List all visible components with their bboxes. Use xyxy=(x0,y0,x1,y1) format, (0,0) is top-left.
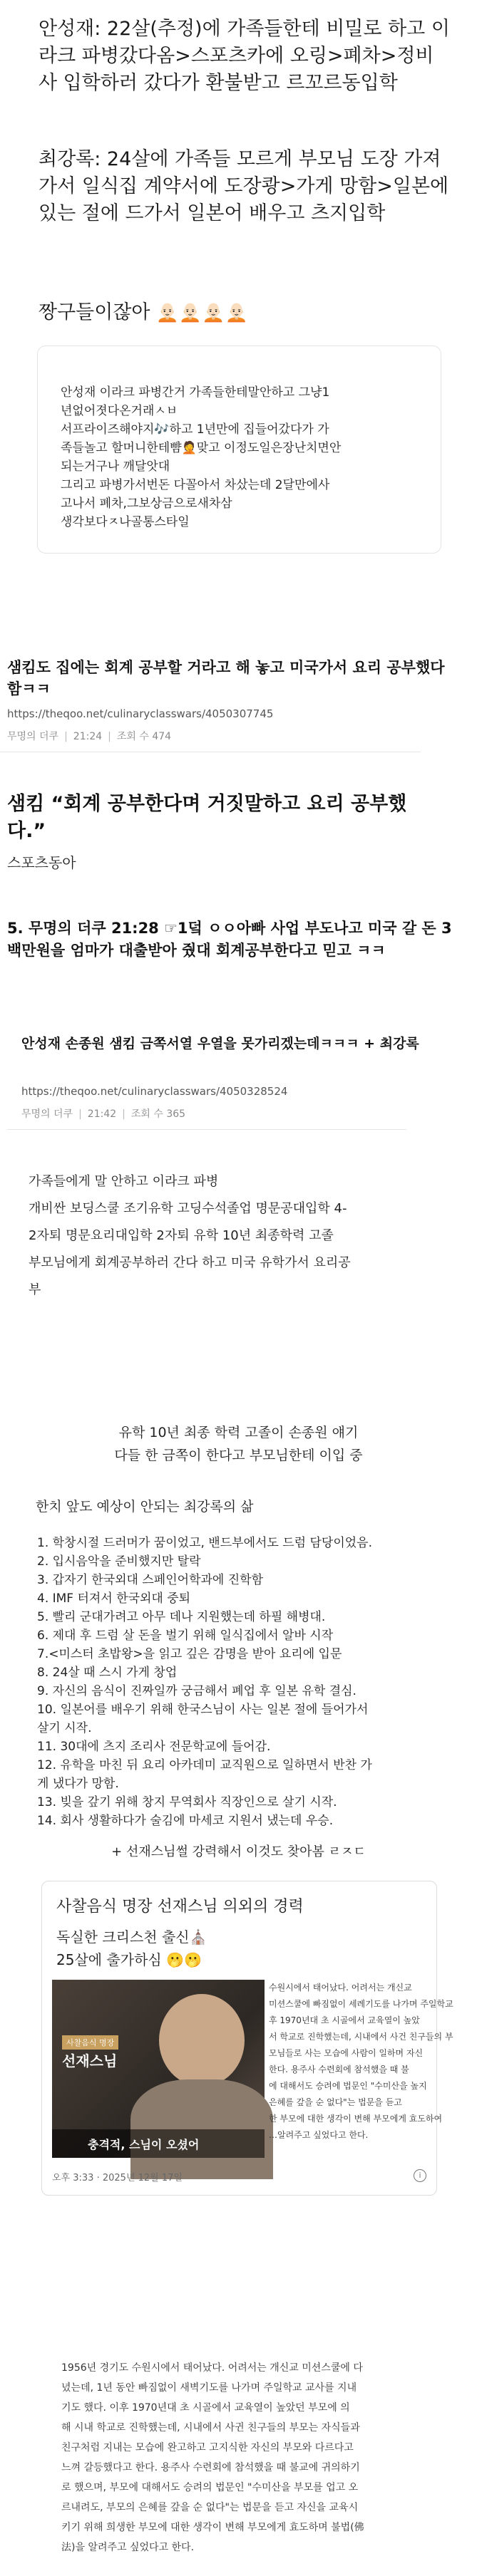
post2-body-line: 부 xyxy=(29,1282,41,1297)
quoted-comment-line: 족들놀고 할머니한테뺨🤦맞고 이정도일은장난치면안 xyxy=(61,441,342,455)
post2-body-line: 부모님에게 회계공부하러 간다 하고 미국 유학가서 요리공 xyxy=(29,1255,351,1270)
post1-url[interactable]: https://theqoo.net/culinaryclasswars/4050307745 xyxy=(7,707,274,720)
post2-body-line: 2자퇴 명문요리대입학 2자퇴 유학 10년 최종학력 고졸 xyxy=(29,1228,334,1243)
kang-title: 한치 앞도 예상이 안되는 최강록의 삶 xyxy=(36,1499,254,1515)
kang-list-item: 8. 24살 때 스시 가게 창업 xyxy=(37,1666,178,1680)
quoted-comment-line: 되는거구나 깨달앗대 xyxy=(61,459,170,474)
kang-list-item: 5. 빨리 군대가려고 아무 데나 지원했는데 하필 해병대. xyxy=(37,1610,326,1624)
post2-views: 조회 수 365 xyxy=(130,1108,186,1120)
post2-url[interactable]: https://theqoo.net/culinaryclasswars/4050328524 xyxy=(21,1085,288,1098)
biography-line: 키기 위해 희생한 부모에 대한 생각이 변해 부모에게 효도하며 불법(佛 xyxy=(61,2522,364,2533)
biography-line: 기도 했다. 이후 1970년대 초 시골에서 교육열이 높았던 부모에 의 xyxy=(61,2402,350,2414)
card-text-line: 에 대해서도 승려에 법문인 "수미산을 높지 xyxy=(269,2081,427,2091)
card-timestamp: 오후 3:33 · 2025년 12월 17일 xyxy=(52,2173,183,2183)
quoted-comment-text xyxy=(61,383,341,531)
kang-list-item: 10. 일본어를 배우기 위해 한국스님이 사는 일본 절에 들어가서 xyxy=(37,1703,369,1717)
bald-face-emoji-icon: 🧑🏻‍🦲🧑🏻‍🦲🧑🏻‍🦲🧑🏻‍🦲 xyxy=(155,302,248,323)
biography-line: 느껴 갈등했다고 한다. 용주사 수련회에 참석했을 때 불교에 귀의하기 xyxy=(61,2462,360,2473)
post2-body-line: 가족들에게 말 안하고 이라크 파병 xyxy=(29,1174,219,1189)
card-text-line: 미션스쿨에 빠짐없이 세례기도를 나가며 주일학교 xyxy=(269,1999,453,2009)
monk-photo xyxy=(52,1980,265,2158)
post1-views: 조회 수 474 xyxy=(116,731,172,742)
photo-name: 선재스님 xyxy=(62,2052,118,2069)
post2-meta: 무명의 더쿠 | 21:42 | 조회 수 365 xyxy=(21,1108,186,1120)
kang-list-item: 3. 갑자기 한국외대 스페인어학과에 진학함 xyxy=(37,1573,264,1587)
kang-list-item: 13. 빚을 갚기 위해 창지 무역회사 직장인으로 살기 시작. xyxy=(37,1795,337,1809)
post1-title[interactable]: 샘킴도 집에는 회계 공부할 거라고 해 놓고 미국가서 요리 공부했다 함ㅋㅋ xyxy=(7,659,445,697)
top-post-paragraph-2: 최강록: 24살에 가족들 모르게 부모님 도장 가져가서 일식집 계약서에 도장쾅>가게 망함>일본에 있는 절에 드가서 일본어 배우고 츠지입학 xyxy=(39,148,449,224)
embedded-post-card[interactable] xyxy=(41,1881,453,2196)
quoted-comment-line: 서프라이즈해야지🎶하고 1년만에 집들어갔다가 가 xyxy=(61,422,329,437)
quoted-comment-line: 고나서 폐차,그보상금으로새차삼 xyxy=(61,497,232,511)
biography-line: 法)을 알려주고 싶었다고 한다. xyxy=(61,2542,195,2553)
article-source: 스포츠동아 xyxy=(7,854,76,871)
card-text-line: 은혜를 갚을 순 없다"는 법문을 듣고 xyxy=(269,2097,402,2107)
quoted-comment-line: 안성재 이라크 파병간거 가족들한테말안하고 그냥1 xyxy=(61,385,330,400)
post2-body xyxy=(29,1168,351,1304)
card-text-line: 모님들로 사는 모습에 사람이 일하며 자신 xyxy=(269,2048,424,2058)
kang-list-item: 14. 회사 생활하다가 술김에 마세코 지원서 냈는데 우승. xyxy=(37,1814,334,1828)
card-sub-2: 25살에 출가하심 🫢🫢 xyxy=(56,1951,202,1968)
card-text-line: 수원시에서 태어났다. 어려서는 개신교 xyxy=(269,1983,412,1993)
monk-face xyxy=(159,1994,245,2087)
kang-list-item: 살기 시작. xyxy=(37,1721,92,1735)
post2-author: 무명의 더쿠 xyxy=(21,1108,73,1120)
kang-list-item: 1. 학창시절 드러머가 꿈이었고, 밴드부에서도 드럼 담당이었음. xyxy=(37,1536,372,1550)
quoted-comment-line: 생각보다ㅈ나골통스타일 xyxy=(61,515,190,529)
kang-list-item: 4. IMF 터져서 한국외대 중퇴 xyxy=(37,1591,191,1606)
post2-body-line: 개비싼 보딩스쿨 조기유학 고딩수석졸업 명문공대입학 4- xyxy=(29,1201,347,1216)
kang-list-item: 12. 유학을 마친 뒤 요리 아카데미 교직원으로 일하면서 반찬 가 xyxy=(37,1758,372,1772)
kang-list-item: 6. 제대 후 드럼 살 돈을 벌기 위해 일식집에서 알바 시작 xyxy=(37,1629,334,1643)
article-quote-title: 샘킴 “회계 공부한다며 거짓말하고 요리 공부했다.” xyxy=(7,793,407,842)
biography-line: 녔는데, 1년 동안 빠짐없이 새벽기도를 나가며 주일학교 교사를 지내 xyxy=(61,2382,357,2394)
card-text-line: 한 부모에 대한 생각이 변해 부모에게 효도하여 xyxy=(269,2114,443,2124)
biography-line: 르내려도, 부모의 은혜를 갚을 순 없다"는 법문을 듣고 자신을 교육시 xyxy=(61,2502,359,2513)
divider xyxy=(7,1129,406,1130)
quoted-comment-card xyxy=(37,346,441,554)
kang-list-item: 7.<미스터 초밥왕>을 읽고 깊은 감명을 받아 요리에 입문 xyxy=(37,1647,342,1661)
post2-center-line-2: 다들 한 금쪽이 한다고 부모님한테 이입 중 xyxy=(114,1448,363,1463)
photo-caption: 충격적, 스님이 오셨어 xyxy=(88,2138,200,2151)
post2-time: 21:42 xyxy=(87,1108,117,1120)
post2-center-line-1: 유학 10년 최종 학력 고졸이 손종원 얘기 xyxy=(118,1425,359,1440)
top-post-paragraph-3 xyxy=(39,299,248,326)
kang-list-item: 11. 30대에 츠지 조리사 전문학교에 들어감. xyxy=(37,1740,271,1754)
kang-life-list xyxy=(37,1534,465,1830)
kang-list-item: 2. 입시음악을 준비했지만 탈락 xyxy=(37,1554,201,1569)
top-post-text: 짱구들이잖아 xyxy=(39,301,150,323)
info-icon[interactable]: i xyxy=(414,2169,426,2182)
post1-meta: 무명의 더쿠 | 21:24 | 조회 수 474 xyxy=(7,731,172,742)
kang-list-item: 9. 자신의 음식이 진짜일까 궁금해서 폐업 후 일본 유학 결심. xyxy=(37,1684,357,1698)
post2-title[interactable]: 안성재 손종원 샘킴 금쪽서열 우열을 못가리겠는데ㅋㅋㅋ + 최강록 xyxy=(21,1036,419,1051)
sunjae-biography xyxy=(61,2358,461,2557)
photo-badge: 사찰음식 명장 xyxy=(62,2035,118,2050)
biography-line: 로 했으며, 부모에 대해서도 승려의 법문인 "수미산을 부모를 업고 오 xyxy=(61,2482,359,2493)
card-sub-1: 독실한 크리스천 출신⛪ xyxy=(56,1928,207,1946)
quoted-comment-line: 년없어졋다온거래ㅅㅂ xyxy=(61,404,178,418)
biography-line: 친구처럼 지내는 모습에 완고하고 고지식한 자신의 부모와 다르다고 xyxy=(61,2442,354,2453)
post1-author: 무명의 더쿠 xyxy=(7,731,59,742)
quoted-comment-line: 그리고 파병가서번돈 다꼴아서 차샀는데 2달만에사 xyxy=(61,478,330,492)
card-text-line: 서 학교로 진학했는데, 시내에서 사건 친구들의 부 xyxy=(269,2032,453,2042)
biography-line: 1956년 경기도 수원시에서 태어났다. 어려서는 개신교 미션스쿨에 다 xyxy=(61,2362,363,2374)
kang-list-item: 게 냈다가 망함. xyxy=(37,1777,119,1791)
card-text xyxy=(269,1980,453,2144)
sunjae-intro: + 선재스님썰 강력해서 이것도 찾아봄 ㄹㅈㄷ xyxy=(111,1844,366,1859)
card-text-line: 한다. 용주사 수련회에 참석했을 때 불 xyxy=(269,2065,409,2074)
post1-time: 21:24 xyxy=(73,731,103,742)
card-text-line: …알려주고 싶었다고 한다. xyxy=(269,2130,369,2140)
card-title: 사찰음식 명장 선재스님 의외의 경력 xyxy=(56,1898,304,1916)
comment-5: 5. 무명의 더쿠 21:28 ☞1덬 ㅇㅇ아빠 사업 부도나고 미국 갈 돈 3백만원을 엄마가 대출받아 줬대 회계공부한다고 믿고 ㅋㅋ xyxy=(7,920,452,959)
top-post-paragraph-1: 안성재: 22살(추정)에 가족들한테 비밀로 하고 이라크 파병갔다옴>스포츠카에 오링>폐차>정비사 입학하러 갔다가 환불받고 르꼬르동입학 xyxy=(39,18,450,94)
biography-line: 해 시내 학교로 진학했는데, 시내에서 사귄 친구들의 부모는 자식들과 xyxy=(61,2422,360,2434)
card-text-line: 후 1970년대 초 시골에서 교육열이 높았 xyxy=(269,2015,420,2025)
